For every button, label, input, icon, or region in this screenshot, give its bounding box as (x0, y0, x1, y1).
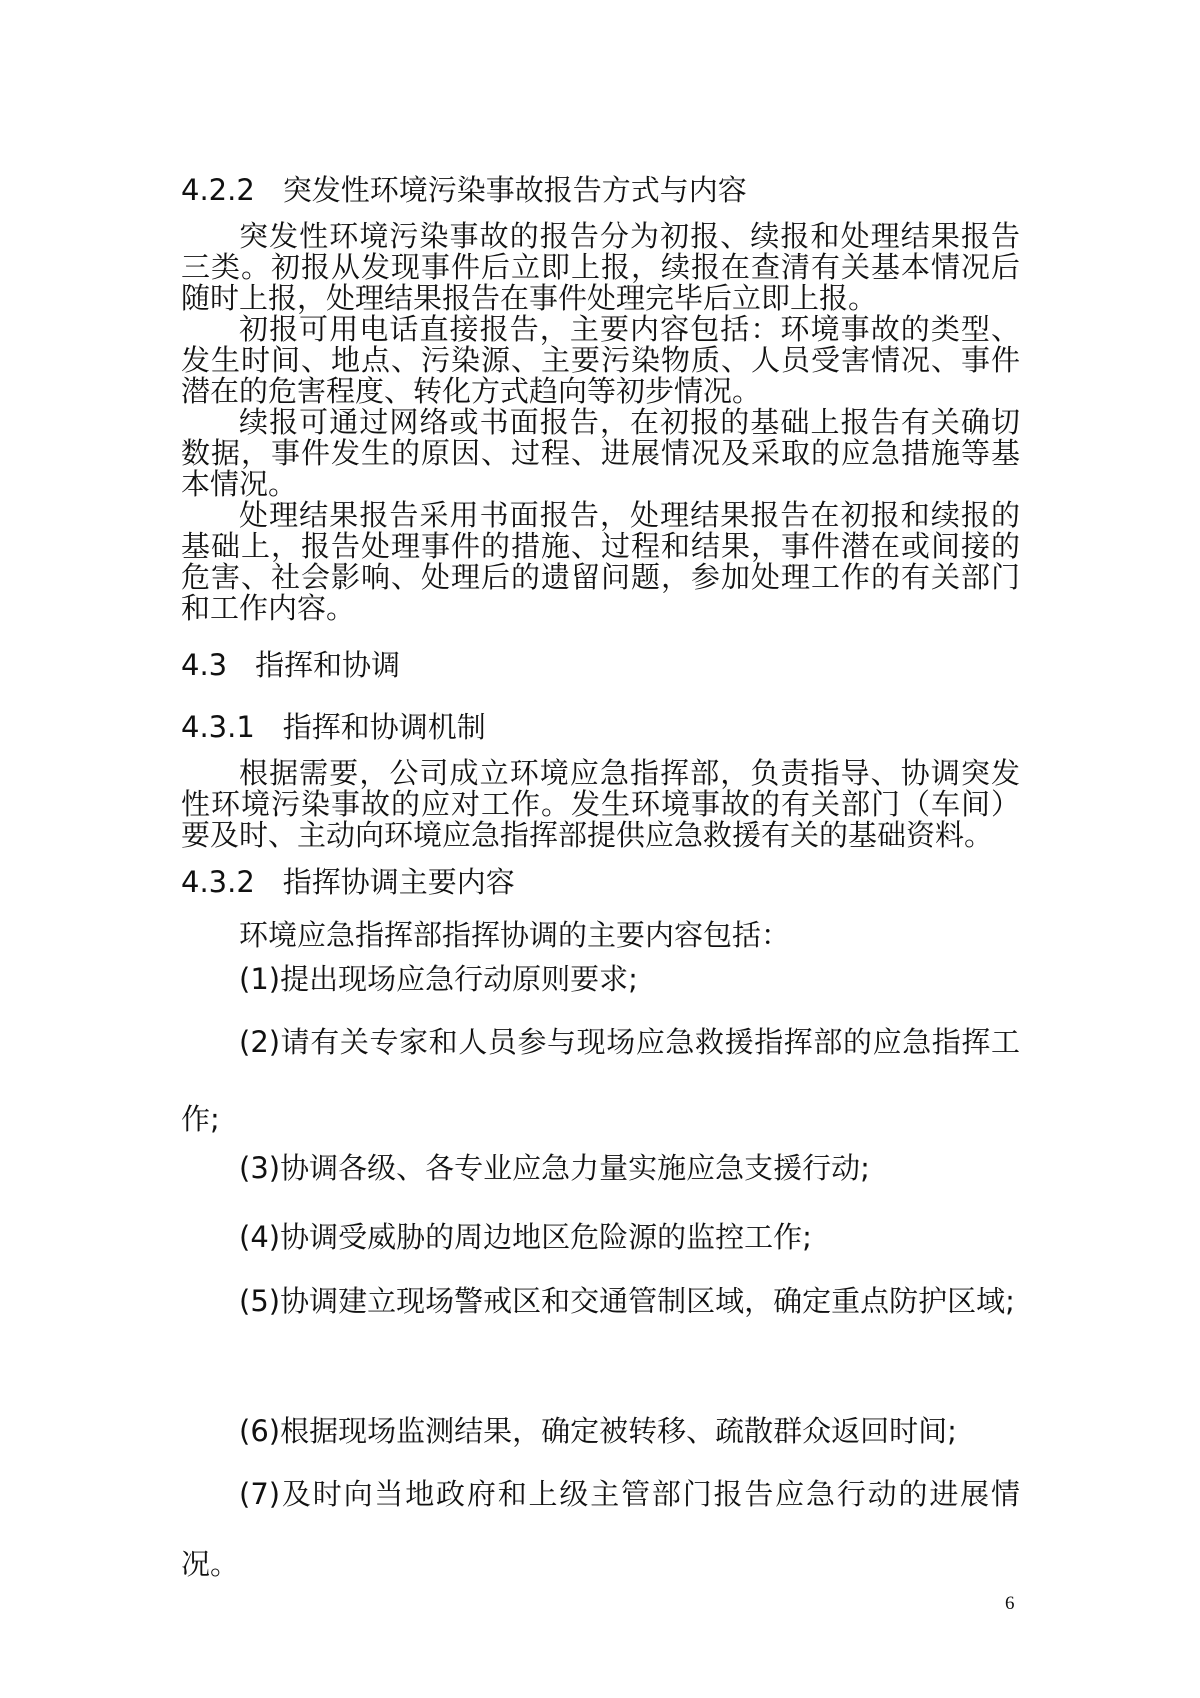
list-item: (3)协调各级、各专业应急力量实施应急支援行动; (239, 1151, 870, 1185)
list-item: (6)根据现场监测结果，确定被转移、疏散群众返回时间; (239, 1414, 957, 1448)
section-number: 4.3.2 (181, 865, 255, 899)
paragraph-follow-up-report: 续报可通过网络或书面报告，在初报的基础上报告有关确切数据，事件发生的原因、过程、进展情况及采取的应急措施等基本情况。 (181, 405, 1020, 501)
section-heading-4-3-1 (181, 709, 486, 745)
section-title: 突发性环境污染事故报告方式与内容 (282, 173, 747, 207)
list-item: (7)及时向当地政府和上级主管部门报告应急行动的进展情况。 (181, 1477, 1020, 1581)
paragraph-command-mechanism: 根据需要，公司成立环境应急指挥部，负责指导、协调突发性环境污染事故的应对工作。发生环境事故的有关部门（车间）要及时、主动向环境应急指挥部提供应急救援有关的基础资料。 (181, 756, 1020, 852)
section-title: 指挥和协调 (255, 648, 401, 682)
list-item: (1)提出现场应急行动原则要求; (239, 962, 638, 996)
section-heading-4-3-2 (181, 864, 515, 900)
section-number: 4.3 (181, 648, 228, 682)
section-number: 4.3.1 (181, 710, 255, 744)
section-title: 指挥协调主要内容 (282, 865, 515, 899)
paragraph-coordination-intro: 环境应急指挥部指挥协调的主要内容包括： (239, 918, 791, 952)
list-item: (2)请有关专家和人员参与现场应急救援指挥部的应急指挥工作; (181, 1025, 1020, 1136)
paragraph-result-report: 处理结果报告采用书面报告，处理结果报告在初报和续报的基础上，报告处理事件的措施、过程和结果，事件潜在或间接的危害、社会影响、处理后的遗留问题，参加处理工作的有关部门和工作内容。 (181, 498, 1020, 625)
list-item: (5)协调建立现场警戒区和交通管制区域，确定重点防护区域; (239, 1284, 1015, 1318)
paragraph-report-types: 突发性环境污染事故的报告分为初报、续报和处理结果报告三类。初报从发现事件后立即上报，续报在查清有关基本情况后随时上报，处理结果报告在事件处理完毕后立即上报。 (181, 219, 1020, 315)
section-heading-4-3 (181, 647, 400, 683)
paragraph-initial-report: 初报可用电话直接报告，主要内容包括：环境事故的类型、发生时间、地点、污染源、主要污染物质、人员受害情况、事件潜在的危害程度、转化方式趋向等初步情况。 (181, 312, 1020, 408)
list-item: (4)协调受威胁的周边地区危险源的监控工作; (239, 1220, 812, 1254)
page-number: 6 (1005, 1593, 1015, 1614)
section-number: 4.2.2 (181, 173, 255, 207)
section-heading-4-2-2 (181, 172, 747, 208)
section-title: 指挥和协调机制 (282, 710, 486, 744)
